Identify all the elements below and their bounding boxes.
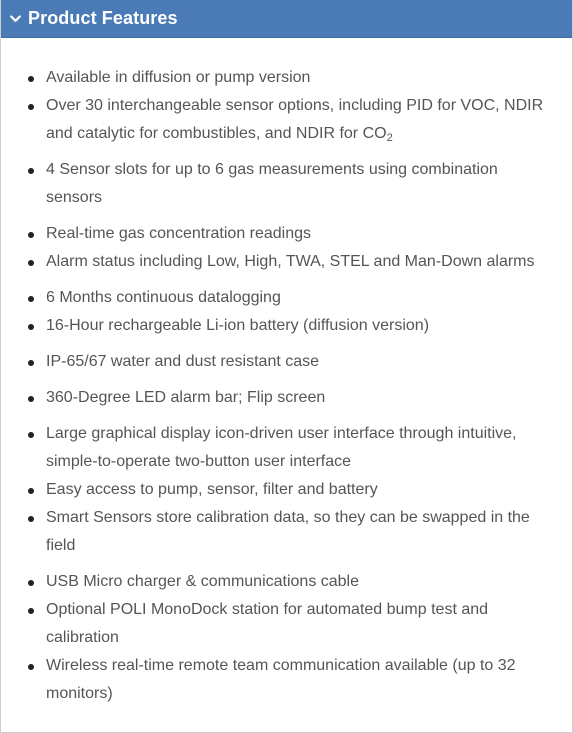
feature-text: Optional POLI MonoDock station for automated bump test and calibration (46, 601, 489, 646)
feature-text: Smart Sensors store calibration data, so they can be swapped in the field (46, 509, 530, 554)
bullet-icon (28, 432, 34, 438)
bullet-icon (28, 104, 34, 110)
feature-item (46, 596, 552, 652)
feature-item (46, 476, 552, 504)
bullet-icon (28, 296, 34, 302)
feature-subscript: 2 (386, 132, 393, 144)
feature-text: Wireless real-time remote team communication available (up to 32 monitors) (46, 657, 516, 702)
bullet-icon (28, 488, 34, 494)
feature-text: Easy access to pump, sensor, filter and battery (46, 481, 378, 498)
feature-text: 360-Degree LED alarm bar; Flip screen (46, 389, 326, 406)
feature-item (46, 652, 552, 708)
feature-item (46, 312, 552, 340)
feature-text: Over 30 interchangeable sensor options, including PID for VOC, NDIR and catalytic for combustibles, and NDIR for CO (46, 97, 544, 142)
bullet-icon (28, 580, 34, 586)
bullet-icon (28, 324, 34, 330)
feature-item (46, 220, 552, 248)
feature-text: USB Micro charger & communications cable (46, 573, 360, 590)
feature-item (46, 156, 552, 212)
bullet-icon (28, 664, 34, 670)
bullet-icon (28, 76, 34, 82)
feature-item (46, 284, 552, 312)
feature-text: Large graphical display icon-driven user interface through intuitive, simple-to-operate two-button user interface (46, 425, 517, 470)
accordion-header[interactable] (1, 0, 572, 38)
bullet-icon (28, 260, 34, 266)
feature-item (46, 504, 552, 560)
bullet-icon (28, 608, 34, 614)
feature-text: Available in diffusion or pump version (46, 69, 311, 86)
feature-item (46, 568, 552, 596)
feature-item (46, 420, 552, 476)
feature-text: 4 Sensor slots for up to 6 gas measurements using combination sensors (46, 161, 498, 206)
feature-text: 6 Months continuous datalogging (46, 289, 281, 306)
feature-list (1, 64, 552, 708)
feature-item (46, 92, 552, 148)
chevron-down-icon (8, 12, 22, 26)
bullet-icon (28, 516, 34, 522)
feature-item (46, 384, 552, 412)
accordion-content (1, 38, 572, 708)
feature-text: 16-Hour rechargeable Li-ion battery (diffusion version) (46, 317, 430, 334)
feature-text: Alarm status including Low, High, TWA, STEL and Man-Down alarms (46, 253, 535, 270)
bullet-icon (28, 396, 34, 402)
feature-item (46, 248, 552, 276)
bullet-icon (28, 168, 34, 174)
feature-text: IP-65/67 water and dust resistant case (46, 353, 320, 370)
bullet-icon (28, 232, 34, 238)
feature-text: Real-time gas concentration readings (46, 225, 312, 242)
feature-item (46, 64, 552, 92)
feature-item (46, 348, 552, 376)
accordion-title: Product Features (28, 8, 178, 28)
bullet-icon (28, 360, 34, 366)
